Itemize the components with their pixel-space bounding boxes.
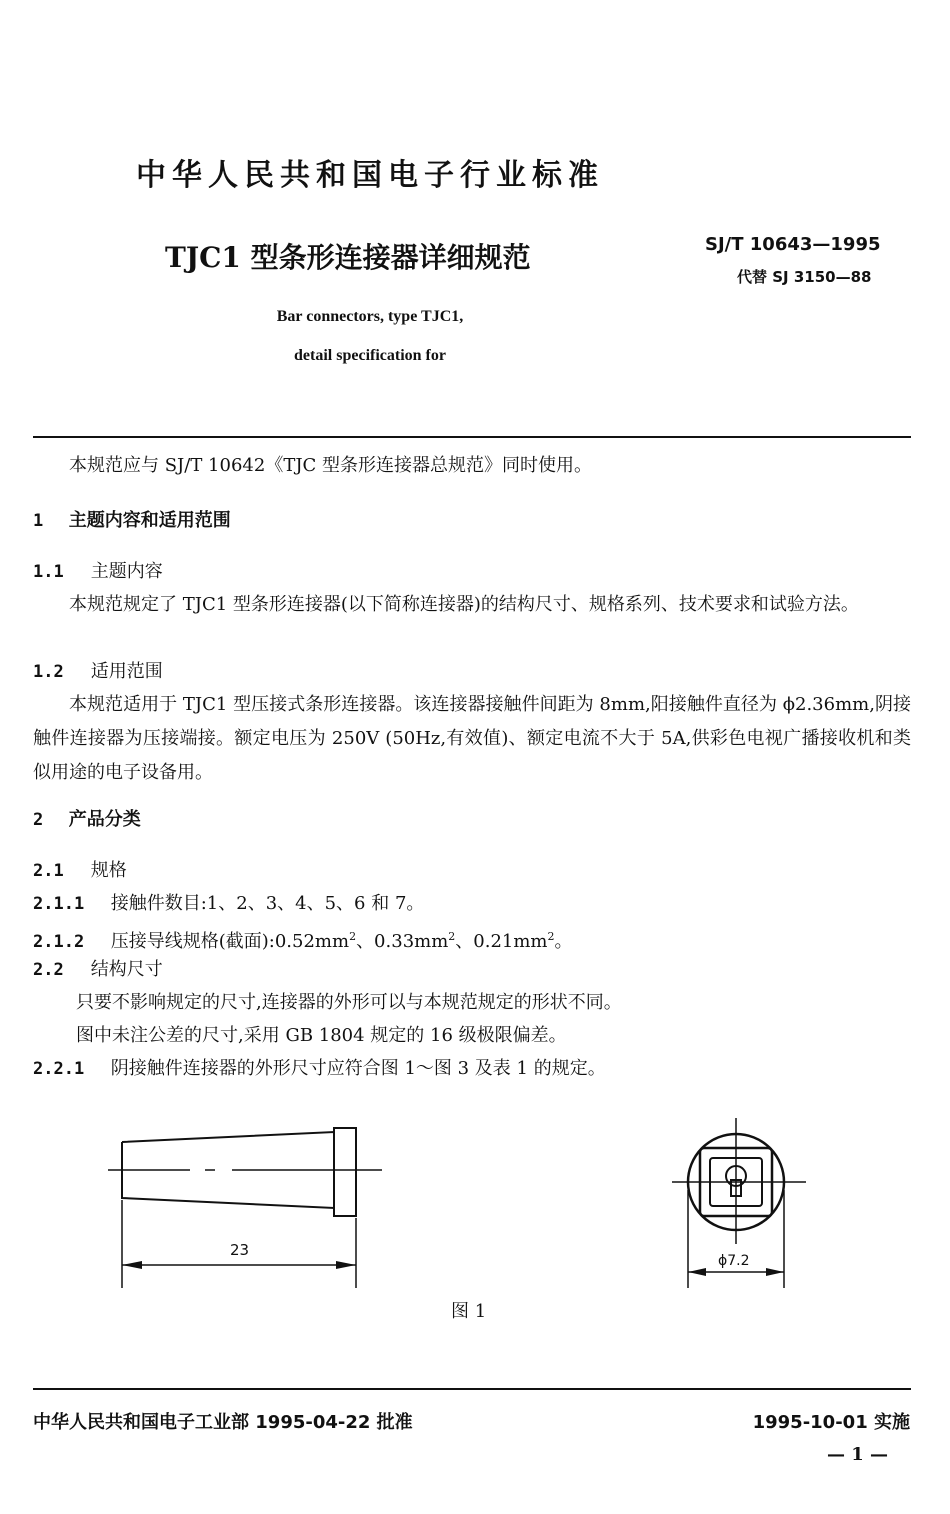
figure-caption: 图 1 [451,1301,487,1322]
section-number: 2.2.1 [33,1059,85,1079]
top-divider [33,436,911,438]
section-text-a: 压接导线规格(截面):0.52mm [110,931,350,952]
section-title: 主题内容 [90,561,163,582]
figure-1-drawing [0,1110,950,1310]
arrowhead-left [688,1268,706,1276]
superscript: 2 [448,930,456,943]
english-title-line2: detail specification for [294,347,446,364]
section-1-heading [33,504,231,538]
arrowhead-right [336,1261,356,1269]
length-dimension-label: 23 [230,1241,250,1259]
section-1-1-text: 本规范规定了 TJC1 型条形连接器(以下简称连接器)的结构尺寸、规格系列、技术要求和试验方法。 [69,594,859,615]
section-text: 阴接触件连接器的外形尺寸应符合图 1～图 3 及表 1 的规定。 [110,1058,606,1079]
section-title: 主题内容和适用范围 [68,510,231,531]
section-1-2-text: 本规范适用于 TJC1 型压接式条形连接器。该连接器接触件间距为 8mm,阳接触件直径为 ϕ2.36mm,阴接触件连接器为压接端接。额定电压为 250V (50Hz,有效值)、额定电流不大于 5A,供彩色电视广播接收机和类似用途的电子设备用。 [33,694,911,783]
superscript: 2 [547,930,555,943]
section-number: 2.1 [33,861,64,881]
section-number: 1.2 [33,662,64,682]
section-1-2-heading [33,655,163,689]
bottom-divider [33,1388,911,1390]
section-2-2-text-1: 只要不影响规定的尺寸,连接器的外形可以与本规范规定的形状不同。 [76,992,622,1013]
section-title: 适用范围 [90,661,163,682]
diameter-dimension-label: ϕ7.2 [718,1253,750,1269]
document-title: TJC1 型条形连接器详细规范 [165,241,531,274]
section-number: 2.2 [33,960,64,980]
section-title: 产品分类 [68,809,141,830]
effective-date: 1995-10-01 实施 [752,1412,910,1433]
section-2-2-heading [33,953,163,987]
section-number: 2.1.2 [33,932,85,952]
approval-note: 中华人民共和国电子工业部 1995-04-22 批准 [33,1412,413,1433]
section-2-1-heading [33,854,127,888]
arrowhead-left [122,1261,142,1269]
section-2-heading [33,803,141,837]
section-2-1-1 [33,887,424,921]
section-text: 接触件数目:1、2、3、4、5、6 和 7。 [110,893,425,914]
section-title: 结构尺寸 [90,959,163,980]
section-2-2-text-2: 图中未注公差的尺寸,采用 GB 1804 规定的 16 级极限偏差。 [76,1025,567,1046]
page-number: — 1 — [826,1444,888,1465]
section-2-2-1 [33,1052,606,1086]
section-number: 2.1.1 [33,894,85,914]
section-1-1-heading [33,555,163,589]
section-title: 规格 [90,860,127,881]
section-number: 1.1 [33,562,64,582]
section-text-b: 、0.33mm [356,931,449,952]
section-text-d: 。 [554,931,573,952]
arrowhead-right [766,1268,784,1276]
standard-title: 中华人民共和国电子行业标准 [136,158,604,193]
section-number: 2 [33,810,44,830]
superscript: 2 [349,930,357,943]
connector-flange [334,1128,356,1216]
section-number: 1 [33,511,44,531]
english-title-line1: Bar connectors, type TJC1, [276,308,464,325]
replaces-code: 代替 SJ 3150—88 [737,268,872,286]
standard-code: SJ/T 10643—1995 [705,234,881,255]
section-text-c: 、0.21mm [455,931,548,952]
intro-paragraph: 本规范应与 SJ/T 10642《TJC 型条形连接器总规范》同时使用。 [69,455,593,476]
